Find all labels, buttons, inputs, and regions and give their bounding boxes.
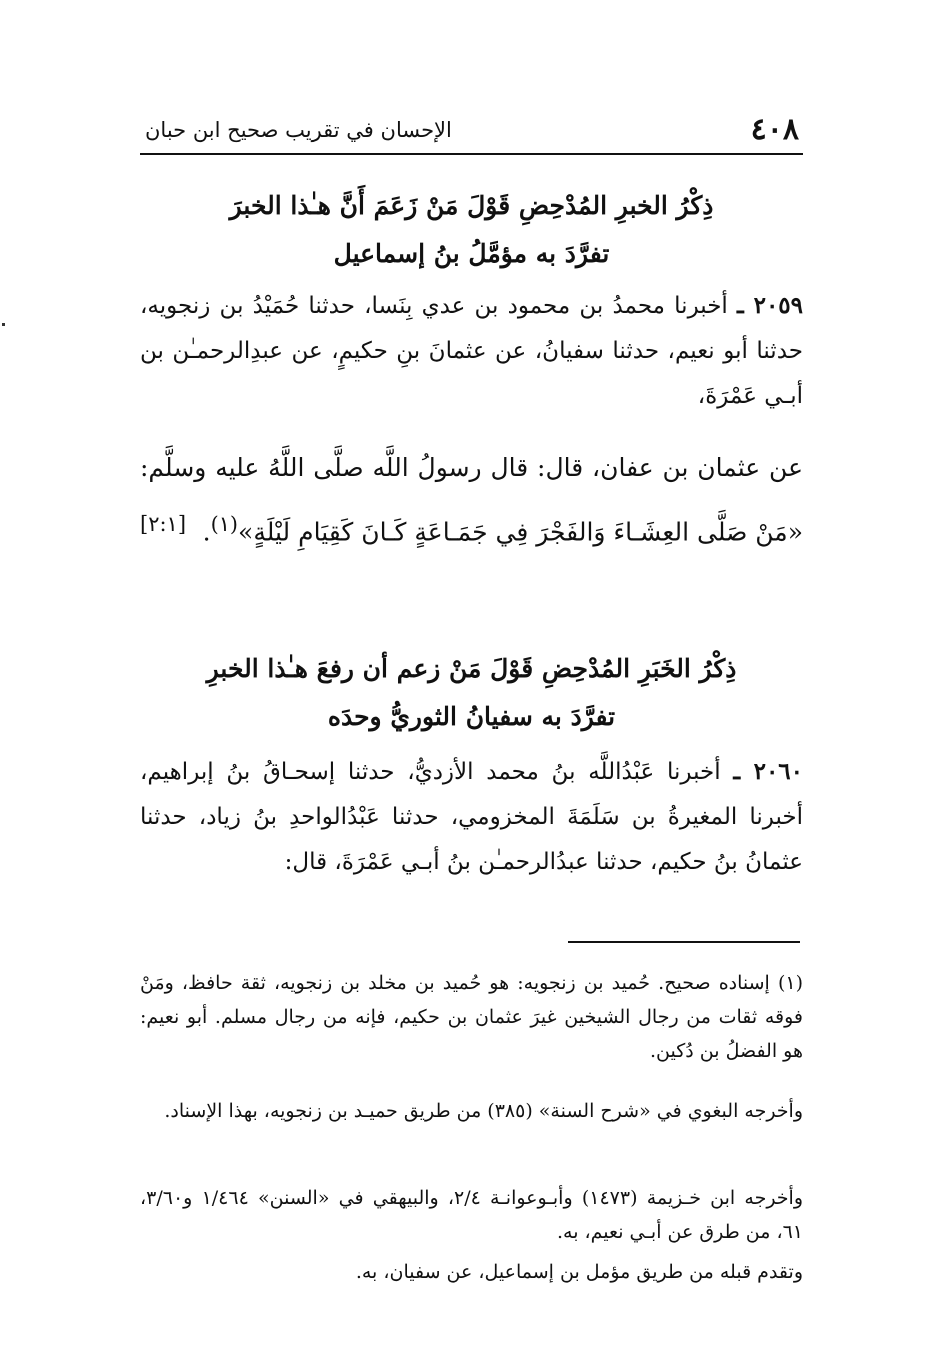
page-number: ٤٠٨ bbox=[750, 112, 799, 147]
footnote-rule bbox=[568, 941, 800, 943]
matn-text: عن عثمان بن عفان، قال: قال رسولُ اللَّه صلَّى اللَّهُ عليه وسلَّم: «مَنْ صَلَّى العِشَـاءَ وَالفَجْرَ فِي جَمَـاعَةٍ كَـانَ كَقِيَامِ لَيْلَةٍ» bbox=[140, 453, 803, 547]
footnote-1-part-4: وتقدم قبله من طريق مؤمل بن إسماعيل، عن سفيان، به. bbox=[355, 1261, 803, 1283]
footnote-1-part-3: وأخرجه ابن خـزيمة (١٤٧٣) وأبـوعوانـة ٢/٤، والبيهقي في «السنن» ١/٤٦٤ و٣/٦٠، ٦١، من طرق عن أبـي نعيم، به. bbox=[140, 1187, 804, 1243]
footnote-1-part-1: (١) إسناده صحيح. حُميد بن زنجويه: هو حُميد بن مخلد بن زنجويه، ثقة حافظ، ومَنْ فوقه ثقات من رجال الشيخين غيرَ عثمان بن حكيم، فإنه من رجال مسلم. أبو نعيم: هو الفضلُ بن دُكين. bbox=[140, 972, 803, 1062]
isnad-text: أخبرنا محمدُ بن محمود بن عدي بِنَسا، حدثنا حُمَيْدُ بن زنجويه، حدثنا أبو نعيم، حدثنا سفيانُ، عن عثمانَ بنِ حكيمٍ، عن عبدِالرحمـٰن بن أبـي عَمْرَةَ، bbox=[140, 293, 803, 409]
hadith-number: ٢٠٦٠ ـ bbox=[733, 758, 804, 785]
header-rule bbox=[140, 153, 803, 155]
end-punct: . bbox=[202, 517, 211, 547]
hadith-2059-matn bbox=[140, 440, 803, 560]
footnote-1-part-2: وأخرجه البغوي في «شرح السنة» (٣٨٥) من طريق حميـد بن زنجويه، بهذا الإسناد. bbox=[164, 1100, 803, 1122]
classification-ref: [٢:١] bbox=[140, 512, 187, 536]
hadith-number: ٢٠٥٩ ـ bbox=[736, 292, 804, 319]
section-heading-2 bbox=[140, 645, 803, 741]
margin-mark bbox=[2, 323, 5, 326]
section-heading-2-line2: تفرَّدَ به سفيانُ الثوريُّ وحدَه bbox=[327, 702, 616, 731]
section-heading-1-line2: تفرَّدَ به مؤمَّلُ بنُ إسماعيل bbox=[333, 239, 610, 268]
running-title: الإحسان في تقريب صحيح ابن حبان bbox=[145, 118, 452, 142]
section-heading-2-line1: ذِكْرُ الخَبَرِ المُدْحِضِ قَوْلَ مَنْ زعم أن رفعَ هـٰذا الخبرِ bbox=[206, 654, 737, 683]
hadith-2060-isnad bbox=[140, 749, 803, 885]
footnote-marker: (١) bbox=[210, 512, 239, 536]
hadith-2059-isnad bbox=[140, 283, 803, 419]
section-heading-1 bbox=[140, 182, 803, 278]
section-heading-1-line1: ذِكْرُ الخبرِ المُدْحِضِ قَوْلَ مَنْ زَعَمَ أَنَّ هـٰذا الخبرَ bbox=[229, 191, 714, 220]
isnad-text: أخبرنا عَبْدُاللَّه بنُ محمد الأزديُّ، حدثنا إسحـاقُ بنُ إبراهيم، أخبرنا المغيرةُ بن سَلَمَةَ المخزومي، حدثنا عَبْدُالواحدِ بنُ زياد، حدثنا عثمانُ بنُ حكيم، حدثنا عبدُالرحمـٰن بنُ أبـي عَمْرَةَ، قال: bbox=[140, 759, 803, 875]
